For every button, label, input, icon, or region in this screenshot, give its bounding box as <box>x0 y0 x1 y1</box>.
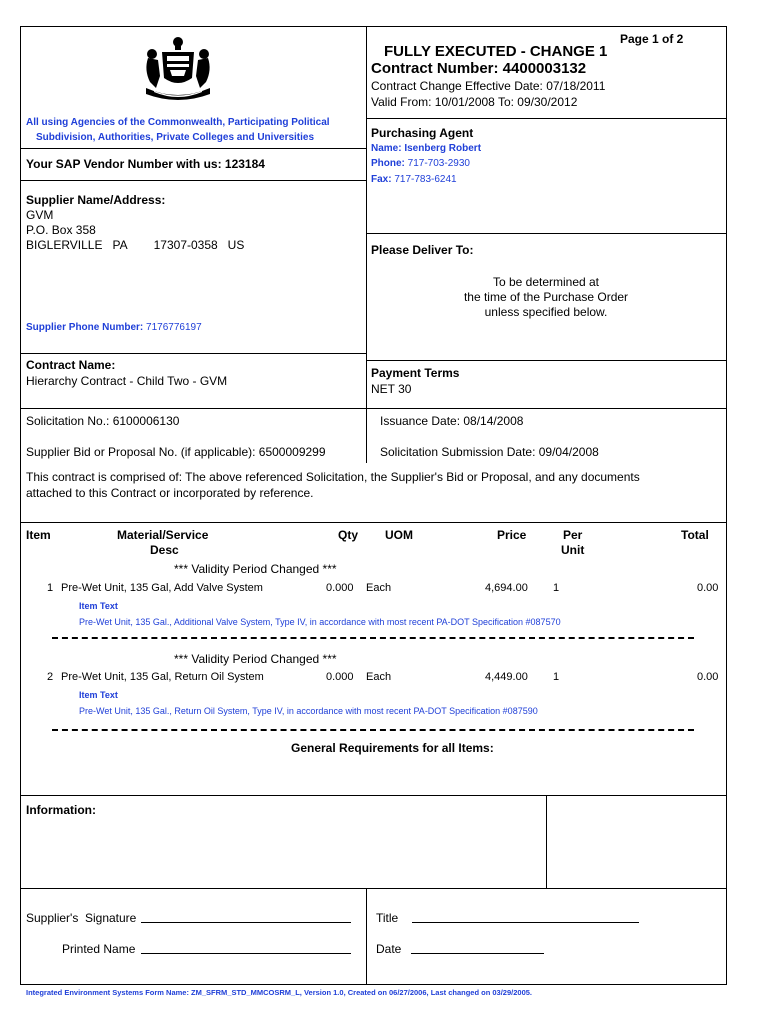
supplier-phone-value: 7176776197 <box>143 322 202 333</box>
fax-label: Fax: <box>371 174 392 185</box>
item-1-price: 4,694.00 <box>485 582 528 594</box>
solicitation-number: Solicitation No.: 6100006130 <box>26 414 180 428</box>
title-label: Title <box>376 911 399 925</box>
printed-name-label: Printed Name <box>62 942 136 956</box>
form-footer: Integrated Environment Systems Form Name: ZM_SFRM_STD_MMCOSRM_L, Version 1.0, Created on 06/27/2006, Last changed on 03/29/2005. <box>26 988 532 997</box>
item-2-per: 1 <box>553 671 560 683</box>
supplier-phone <box>26 322 202 333</box>
frame-right <box>726 26 727 984</box>
deliver-title: Please Deliver To: <box>371 243 474 257</box>
purchasing-agent-title: Purchasing Agent <box>371 126 474 140</box>
column-per-2: Unit <box>561 543 585 557</box>
supplier-box: P.O. Box 358 <box>26 223 96 237</box>
item-2-text: Pre-Wet Unit, 135 Gal., Return Oil System, Type IV, in accordance with most recent PA-DOT Specification #087590 <box>79 706 538 716</box>
purchasing-agent-name: Name: Isenberg Robert <box>371 143 482 154</box>
column-total: Total <box>681 528 709 542</box>
divider-solicitation-top <box>20 408 726 409</box>
column-qty: Qty <box>338 528 359 542</box>
contract-name-title: Contract Name: <box>26 358 116 372</box>
item-separator-1 <box>52 637 694 639</box>
item-1-number: 1 <box>47 582 54 594</box>
submission-date: Solicitation Submission Date: 09/04/2008 <box>380 445 599 459</box>
item-2-uom: Each <box>366 671 392 683</box>
item-2-text-label: Item Text <box>79 690 118 700</box>
deliver-line-3: unless specified below. <box>484 305 608 319</box>
divider-signature-vertical <box>366 888 367 984</box>
date-label: Date <box>376 942 402 956</box>
frame-top <box>20 26 726 27</box>
supplier-name: GVM <box>26 208 54 222</box>
title-line[interactable] <box>412 909 639 923</box>
frame-left <box>20 26 21 984</box>
supplier-title: Supplier Name/Address: <box>26 193 166 207</box>
column-material-1: Material/Service <box>117 528 209 542</box>
contract-number: Contract Number: 4400003132 <box>371 60 587 77</box>
divider-vendor <box>20 180 366 181</box>
divider-contract-top <box>20 353 366 354</box>
date-line[interactable] <box>411 940 544 954</box>
comprised-line-2: attached to this Contract or incorporated by reference. <box>26 486 314 500</box>
agencies-line-2: Subdivision, Authorities, Private Colleges and Universities <box>36 132 315 143</box>
column-item: Item <box>26 528 51 542</box>
supplier-signature-line[interactable] <box>141 909 351 923</box>
change-effective-date: Contract Change Effective Date: 07/18/2011 <box>371 79 606 93</box>
validity-dates: Valid From: 10/01/2008 To: 09/30/2012 <box>371 95 578 109</box>
item-1-text-label: Item Text <box>79 601 118 611</box>
item-1-validity: *** Validity Period Changed *** <box>174 562 337 576</box>
supplier-bid-number: Supplier Bid or Proposal No. (if applicable): 6500009299 <box>26 445 326 459</box>
page-label: Page 1 of 2 <box>620 32 684 46</box>
divider-agencies <box>20 148 366 149</box>
vendor-number: Your SAP Vendor Number with us: 123184 <box>26 157 265 171</box>
item-1-description: Pre-Wet Unit, 135 Gal, Add Valve System <box>61 582 263 594</box>
phone-label: Phone: <box>371 158 405 169</box>
divider-items-top <box>20 522 726 523</box>
phone-value: 717-703-2930 <box>404 158 470 169</box>
divider-payment-top <box>366 360 726 361</box>
agencies-line-1: All using Agencies of the Commonwealth, Participating Political <box>26 117 330 128</box>
item-1-uom: Each <box>366 582 392 594</box>
item-2-total: 0.00 <box>697 671 719 683</box>
divider-info-vertical <box>546 795 547 888</box>
supplier-phone-label: Supplier Phone Number: <box>26 322 144 333</box>
contract-name-value: Hierarchy Contract - Child Two - GVM <box>26 374 228 388</box>
item-2-number: 2 <box>47 671 54 683</box>
item-2-description: Pre-Wet Unit, 135 Gal, Return Oil System <box>61 671 264 683</box>
supplier-city: BIGLERVILLE PA 17307-0358 US <box>26 238 245 252</box>
item-1-total: 0.00 <box>697 582 719 594</box>
supplier-signature-label: Supplier's Signature <box>26 911 137 925</box>
frame-bottom <box>20 984 727 985</box>
column-material-2: Desc <box>150 543 179 557</box>
issuance-date: Issuance Date: 08/14/2008 <box>380 414 524 428</box>
comprised-line-1: This contract is comprised of: The above referenced Solicitation, the Supplier's Bid or Proposal, and any documents <box>26 470 640 484</box>
payment-terms-value: NET 30 <box>371 382 412 396</box>
purchasing-agent-fax <box>371 174 457 185</box>
payment-terms-title: Payment Terms <box>371 366 460 380</box>
coat-of-arms-icon <box>140 36 216 100</box>
divider-deliver-top <box>366 233 726 234</box>
item-1-text: Pre-Wet Unit, 135 Gal., Additional Valve System, Type IV, in accordance with most recent PA-DOT Specification #087570 <box>79 617 561 627</box>
information-title: Information: <box>26 803 96 817</box>
deliver-line-1: To be determined at <box>492 275 600 289</box>
general-requirements: General Requirements for all Items: <box>291 741 494 755</box>
divider-info-top <box>20 795 726 796</box>
deliver-line-2: the time of the Purchase Order <box>463 290 629 304</box>
item-2-qty: 0.000 <box>326 671 354 683</box>
column-price: Price <box>497 528 527 542</box>
item-1-per: 1 <box>553 582 560 594</box>
item-separator-2 <box>52 729 694 731</box>
column-uom: UOM <box>385 528 413 542</box>
divider-signature-top <box>20 888 726 889</box>
document-status: FULLY EXECUTED - CHANGE 1 <box>384 43 608 60</box>
column-per-1: Per <box>563 528 583 542</box>
divider-vertical-top <box>366 26 367 463</box>
printed-name-line[interactable] <box>141 940 351 954</box>
purchasing-agent-phone <box>371 158 470 169</box>
divider-purchasing-top <box>366 118 726 119</box>
item-1-qty: 0.000 <box>326 582 354 594</box>
fax-value: 717-783-6241 <box>391 174 457 185</box>
item-2-validity: *** Validity Period Changed *** <box>174 652 337 666</box>
item-2-price: 4,449.00 <box>485 671 528 683</box>
